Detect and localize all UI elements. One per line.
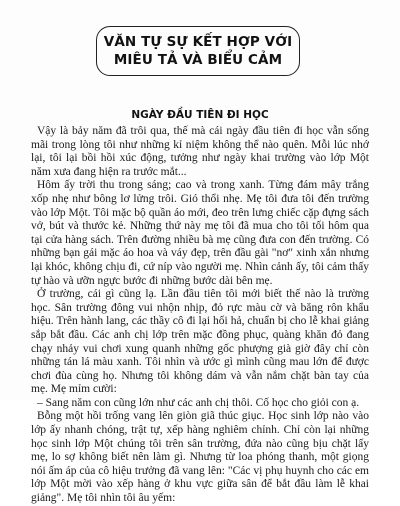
section-title-line-2: MIÊU TẢ VÀ BIỂU CẢM [113, 52, 283, 68]
story-title: NGÀY ĐẦU TIÊN ĐI HỌC [131, 109, 269, 121]
paragraph-4: – Sang năm con cũng lớn như các anh chị thôi. Cố học cho giỏi con ạ. [37, 396, 360, 409]
section-title-box [96, 26, 300, 76]
paragraph-1: Vậy là bảy năm đã trôi qua, thế mà cái ngày đầu tiên đi học vẫn sống mãi trong lòng tôi như những kỉ niệm không thể nào quên. Mỗi lúc nhớ lại, tôi lại bồi hồi xúc động, tưởng như ngày khai trường vào lớp Một năm xưa đang hiện ra trước mắt... [31, 125, 369, 178]
paragraph-2: Hôm ấy trời thu trong sáng; cao và trong xanh. Từng đám mây trắng xốp nhẹ như bông lơ lửng trôi. Gió thổi nhẹ. Mẹ tôi đưa tôi đến trường vào lớp Một. Tôi mặc bộ quần áo mới, đeo trên lưng chiếc cặp đựng sách vở, bút và thước kẻ. Những thứ này mẹ tôi đã mua cho tôi tối hôm qua tại cửa hàng sách. Trên đường nhiều bà mẹ cũng đưa con đến trường. Có những bạn gái mặc áo hoa và váy đẹp, trên đầu gài "nơ" xinh xắn nhưng lại khóc, không chịu đi, cứ níp vào người mẹ. Nhìn cảnh ấy, tôi cảm thấy tự hào và ưỡn ngực bước đi những bước dài bên mẹ. [31, 179, 369, 287]
paragraph-5: Bỗng một hồi trống vang lên giòn giã thúc giục. Học sinh lớp nào vào lớp ấy nhanh chóng, trật tự, xếp hàng nghiêm chỉnh. Chỉ còn lại những học sinh lớp Một chúng tôi trên sân trường, đứa nào cũng bịu chặt lấy mẹ, lo sợ không biết nên làm gì. Nhưng từ loa phóng thanh, một giọng nói ấm áp của cô hiệu trưởng đã vang lên: "Các vị phụ huynh cho các em lớp Một mời vào xếp hàng ở khu vực giữa sân để bắt đầu làm lễ khai giảng". Mẹ tôi nhìn tôi âu yếm: [31, 410, 369, 505]
section-title-line-1: VĂN TỰ SỰ KẾT HỢP VỚI [103, 34, 293, 50]
story-body [31, 125, 369, 506]
paragraph-3: Ở trường, cái gì cũng lạ. Lần đầu tiên tôi mới biết thế nào là trường học. Sân trường đông vui nhộn nhịp, đỏ rực màu cờ và băng rôn khẩu hiệu. Trên hành lang, các thầy cô đi lại hối hả, chuẩn bị cho lễ khai giảng sắp bắt đầu. Các anh chị lớp trên mặc đồng phục, quàng khăn đỏ đang chạy nhảy vui chơi xung quanh những gốc phượng già giờ đây chỉ còn những tán lá màu xanh. Tôi nhìn và ước gì mình cũng mau lớn để được chơi đùa cùng họ. Nhưng tôi không dám và vẫn nắm chặt bàn tay của mẹ. Mẹ mỉm cười: [31, 288, 369, 396]
